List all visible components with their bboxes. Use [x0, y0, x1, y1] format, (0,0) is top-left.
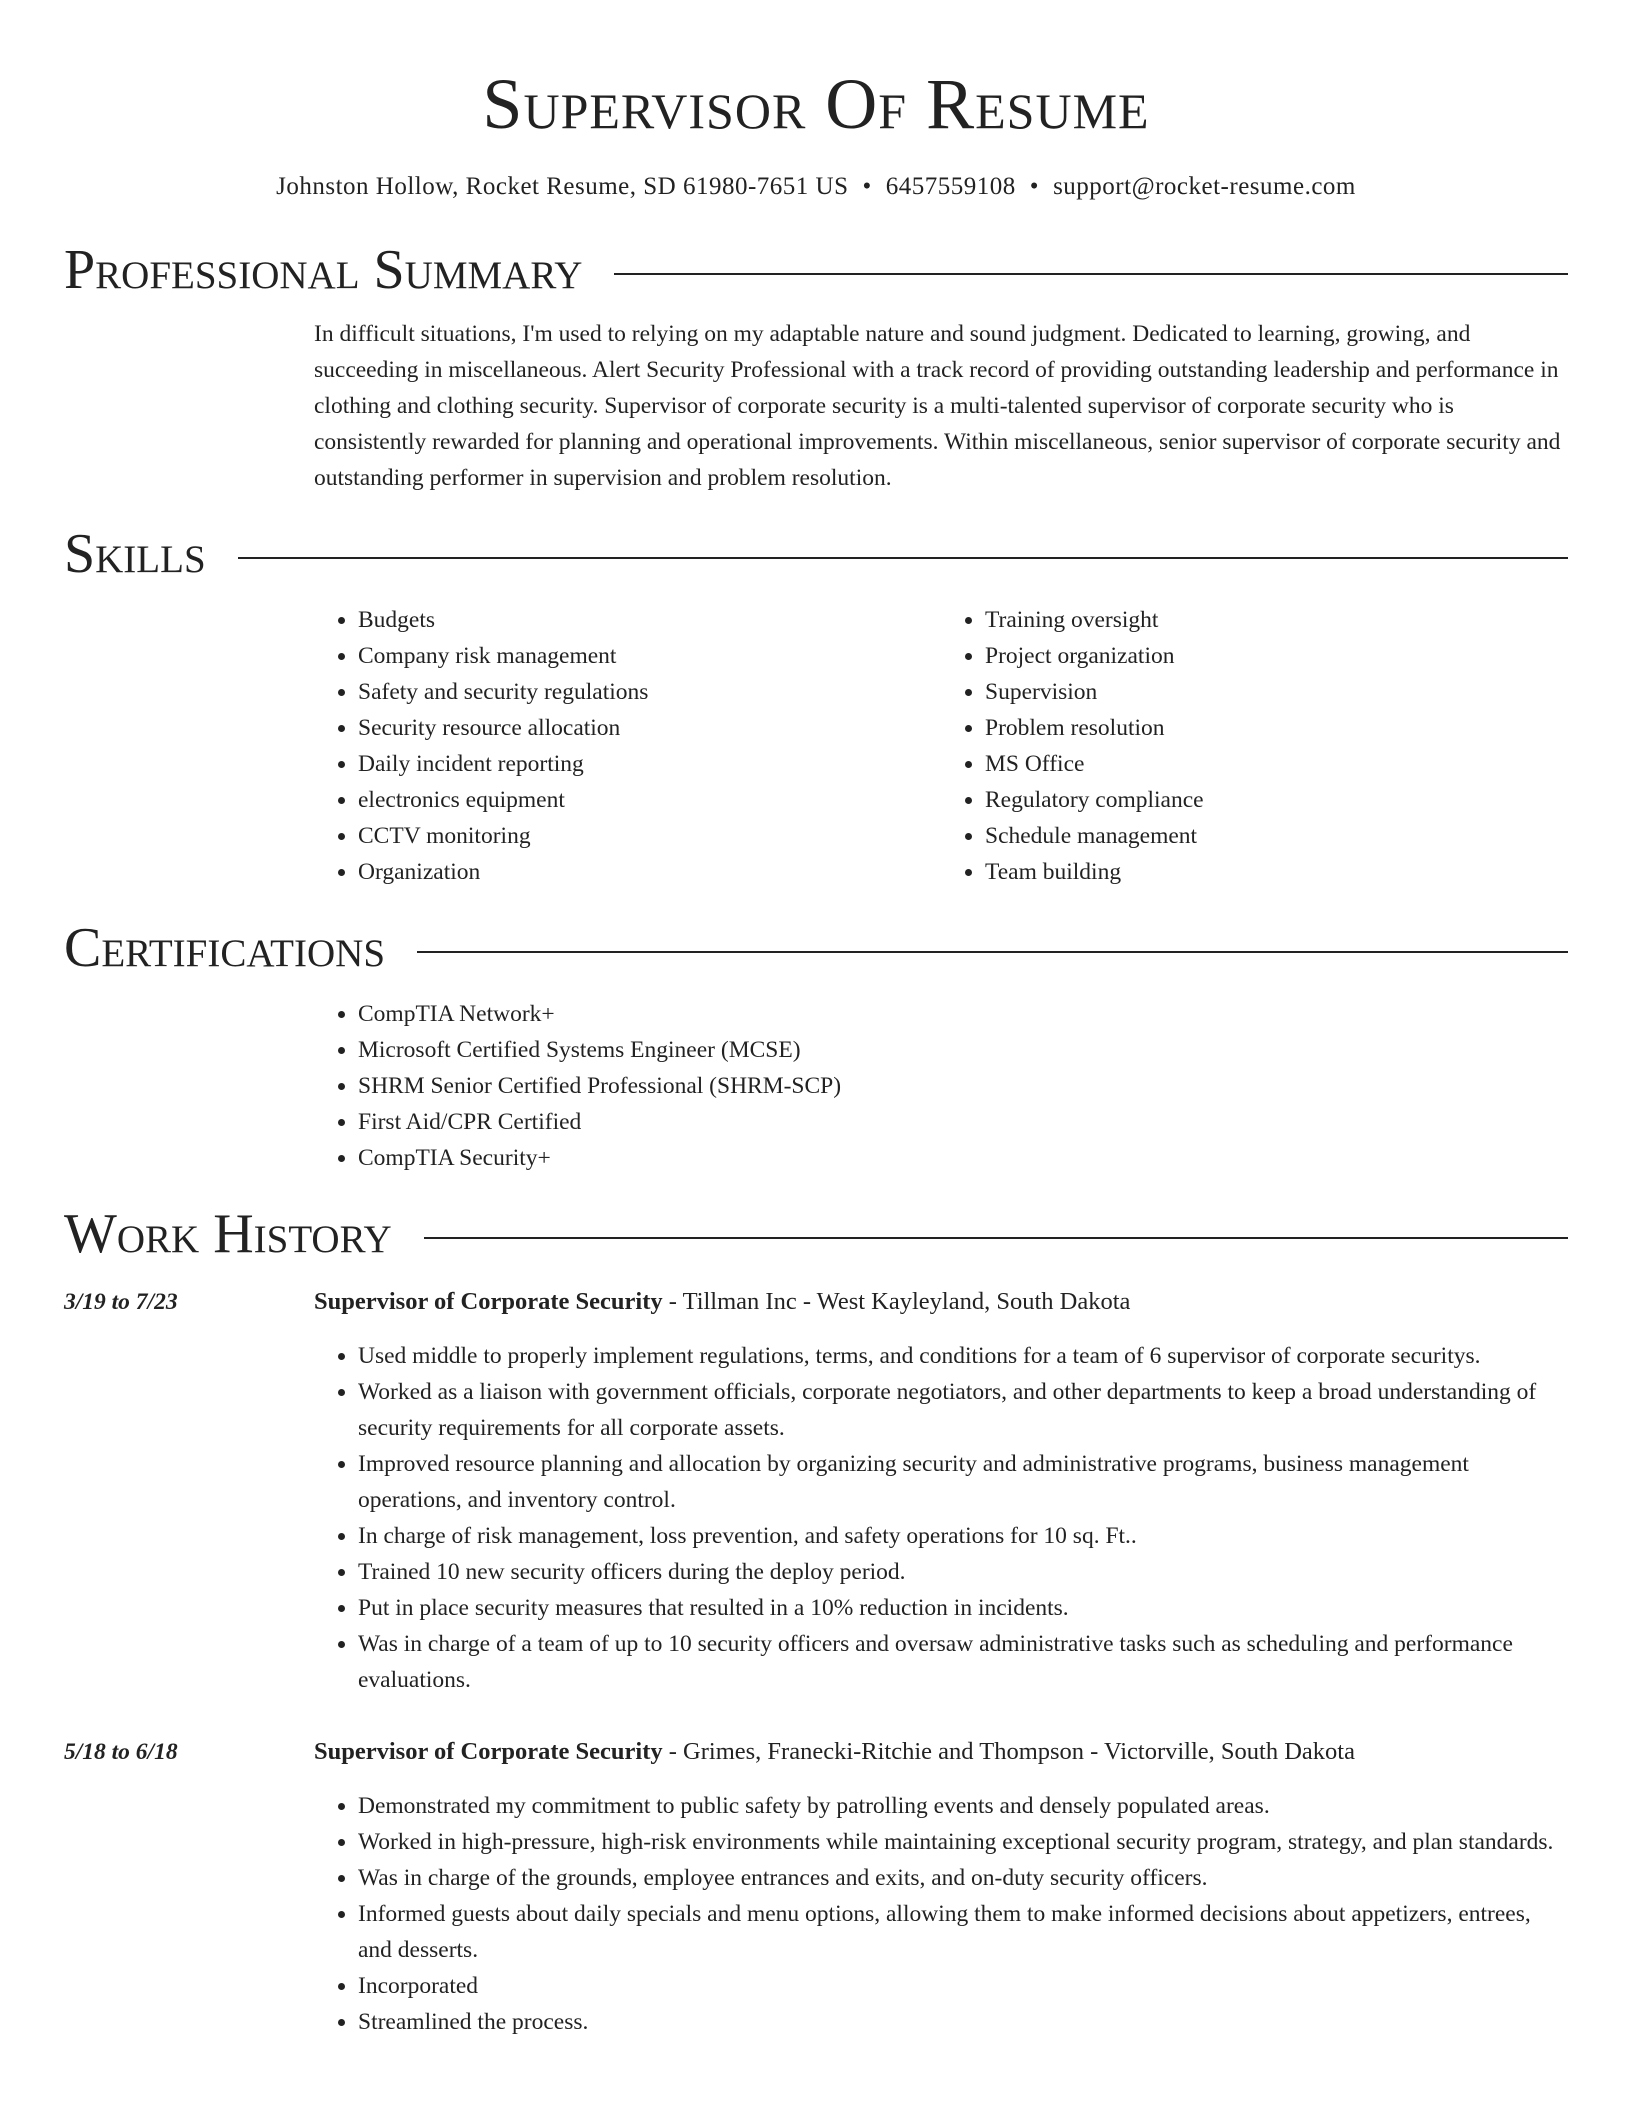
list-item: • Problem resolution: [985, 710, 1568, 746]
job-bullets: [314, 1338, 1568, 1698]
contact-separator: •: [862, 173, 872, 200]
list-item: • Team building: [985, 854, 1568, 890]
section-divider: [238, 557, 1568, 559]
list-item: • Informed guests about daily specials and menu options, allowing them to make informed decisions about appetizers, entrees, and desserts.: [358, 1896, 1568, 1968]
list-item: • MS Office: [985, 746, 1568, 782]
list-item: • In charge of risk management, loss prevention, and safety operations for 10 sq. Ft..: [358, 1518, 1568, 1554]
list-item: • CompTIA Network+: [358, 996, 1568, 1032]
resume-name: Supervisor Of Resume: [482, 64, 1150, 144]
job-title-line: [314, 1284, 1568, 1320]
section-divider: [424, 1237, 1568, 1239]
list-item: • Company risk management: [358, 638, 941, 674]
list-item: • Was in charge of a team of up to 10 security officers and oversaw administrative tasks such as scheduling and performance evaluations.: [358, 1626, 1568, 1698]
work-heading: Work History: [64, 1203, 392, 1265]
list-item: • electronics equipment: [358, 782, 941, 818]
list-item: • Improved resource planning and allocation by organizing security and administrative programs, business management operations, and inventory control.: [358, 1446, 1568, 1518]
list-item: • Streamlined the process.: [358, 2004, 1568, 2040]
list-item: • Project organization: [985, 638, 1568, 674]
job-entry: [64, 1734, 1568, 2040]
job-bullets: [314, 1788, 1568, 2040]
list-item: • Security resource allocation: [358, 710, 941, 746]
list-item: • Worked in high-pressure, high-risk environments while maintaining exceptional security program, strategy, and plan standards.: [358, 1824, 1568, 1860]
job-details: - Tillman Inc - West Kayleyland, South Dakota: [662, 1288, 1131, 1315]
contact-line: [64, 172, 1568, 202]
job-title: Supervisor of Corporate Security: [314, 1738, 663, 1765]
list-item: • Used middle to properly implement regulations, terms, and conditions for a team of 6 supervisor of corporate securitys.: [358, 1338, 1568, 1374]
list-item: • Regulatory compliance: [985, 782, 1568, 818]
job-main: [314, 1734, 1568, 2040]
job-main: [314, 1284, 1568, 1698]
job-entry: [64, 1284, 1568, 1698]
list-item: • Supervision: [985, 674, 1568, 710]
contact-phone: 6457559108: [885, 173, 1016, 200]
job-dates: 3/19 to 7/23: [64, 1289, 178, 1315]
list-item: • Was in charge of the grounds, employee entrances and exits, and on-duty security officers.: [358, 1860, 1568, 1896]
skills-left-list: [314, 602, 941, 890]
job-title-line: [314, 1734, 1568, 1770]
list-item: • Microsoft Certified Systems Engineer (MCSE): [358, 1032, 1568, 1068]
certifications-header: [64, 916, 1568, 980]
contact-email: support@rocket-resume.com: [1053, 173, 1356, 200]
contact-address: Johnston Hollow, Rocket Resume, SD 61980-7651 US: [276, 173, 849, 200]
job-dates: 5/18 to 6/18: [64, 1739, 178, 1765]
list-item: • Trained 10 new security officers during the deploy period.: [358, 1554, 1568, 1590]
section-divider: [417, 951, 1568, 953]
resume-page: [64, 0, 1568, 2112]
job-details: - Grimes, Franecki-Ritchie and Thompson - Victorville, South Dakota: [662, 1738, 1355, 1765]
list-item: • CompTIA Security+: [358, 1140, 1568, 1176]
list-item: • Training oversight: [985, 602, 1568, 638]
summary-header: [64, 238, 1568, 302]
certifications-heading: Certifications: [64, 917, 386, 979]
contact-separator: •: [1029, 173, 1040, 200]
list-item: • Organization: [358, 854, 941, 890]
certifications-section: [64, 916, 1568, 1176]
work-header: [64, 1202, 1568, 1266]
skills-header: [64, 522, 1568, 586]
list-item: • Schedule management: [985, 818, 1568, 854]
list-item: • Put in place security measures that resulted in a 10% reduction in incidents.: [358, 1590, 1568, 1626]
list-item: • CCTV monitoring: [358, 818, 941, 854]
summary-section: [64, 238, 1568, 496]
list-item: • SHRM Senior Certified Professional (SHRM-SCP): [358, 1068, 1568, 1104]
list-item: • Worked as a liaison with government officials, corporate negotiators, and other departments to keep a broad understanding of security requirements for all corporate assets.: [358, 1374, 1568, 1446]
list-item: • Safety and security regulations: [358, 674, 941, 710]
list-item: • Demonstrated my commitment to public safety by patrolling events and densely populated areas.: [358, 1788, 1568, 1824]
summary-heading: Professional Summary: [64, 239, 583, 301]
summary-body: [314, 316, 1568, 496]
job-title: Supervisor of Corporate Security: [314, 1288, 663, 1315]
certifications-body: [314, 996, 1568, 1176]
skills-body: [314, 602, 1568, 890]
work-section: [64, 1202, 1568, 2040]
summary-text: In difficult situations, I'm used to relying on my adaptable nature and sound judgment. Dedicated to learning, growing, and succeeding in miscellaneous. Alert Security Professional with a track record of providing outstanding leadership and performance in clothing and clothing security. Supervisor of corporate security is a multi-talented supervisor of corporate security who is consistently rewarded for planning and operational improvements. Within miscellaneous, senior supervisor of corporate security and outstanding performer in supervision and problem resolution.: [314, 321, 1561, 491]
skills-heading: Skills: [64, 523, 206, 585]
list-item: • Daily incident reporting: [358, 746, 941, 782]
skills-section: [64, 522, 1568, 890]
list-item: • Budgets: [358, 602, 941, 638]
section-divider: [614, 273, 1568, 275]
list-item: • First Aid/CPR Certified: [358, 1104, 1568, 1140]
skills-right-list: [941, 602, 1568, 890]
list-item: • Incorporated: [358, 1968, 1568, 2004]
certifications-list: [314, 996, 1568, 1176]
